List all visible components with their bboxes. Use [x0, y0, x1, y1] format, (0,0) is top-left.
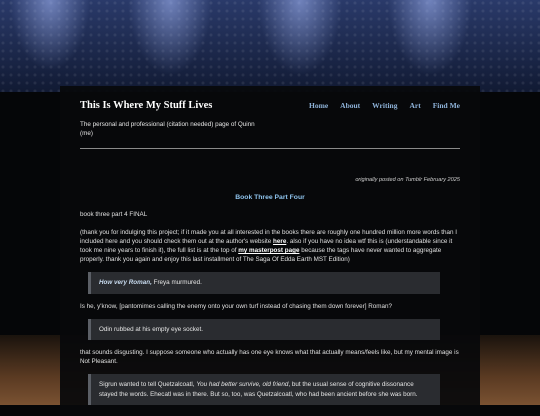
nav-writing[interactable]: Writing [372, 101, 398, 110]
text-span: because the tags have never wanted to aggregate properly. thank you again and enjoy this last installment of The Saga Of Edda Earth MST Edition) [80, 247, 442, 264]
nav-art[interactable]: Art [409, 101, 421, 110]
text-span: . also if you have no idea wtf this is (understandable since it took me nine years to finish it), the full list is at the top of [80, 237, 453, 255]
post-paragraph [80, 228, 460, 265]
quote-emphasis: How very Roman, [99, 279, 152, 287]
text-span: (thank you for indulging this project; if it made you at all interested in the books there are roughly one hundred million more words than I included here and you should check them out at the author's website [80, 228, 457, 245]
post-paragraph: that sounds disgusting. I suppose someone who actually has one eye knows what that actually means/feels like, but my mental image is Not Pleasant. [80, 349, 459, 366]
quote-emphasis: You had better survive, old friend [196, 381, 289, 389]
site-title[interactable]: This Is Where My Stuff Lives [80, 100, 213, 111]
masterpost-link[interactable]: my masterpost page [238, 247, 300, 255]
quote-text: , but the usual sense of cognitive dissonance stayed the words. Ehecatl was in there. But so, too, was Quetzalcoatl, who had been ancient before she was born. [99, 381, 418, 398]
quote-text: Freya murmured. [151, 279, 202, 287]
quote-text: Sigrun wanted to tell Quetzalcoatl, [99, 381, 197, 389]
site-tagline: The personal and professional (citation needed) page of Quinn (me) [80, 121, 255, 137]
nav-find-me[interactable]: Find Me [432, 101, 460, 110]
nav-home[interactable]: Home [308, 101, 329, 110]
author-website-link[interactable]: here [273, 237, 287, 245]
post-paragraph: book three part 4 FINAL [80, 211, 148, 219]
header-background [0, 0, 540, 92]
main-nav [309, 101, 460, 110]
nav-about[interactable]: About [340, 101, 361, 110]
blockquote [88, 374, 440, 404]
blockquote [88, 272, 440, 293]
posted-date: originally posted on Tumblr February 2025 [355, 177, 460, 183]
blockquote: Odin rubbed at his empty eye socket. [88, 319, 440, 340]
post-paragraph: Is he, y'know, [pantomimes calling the enemy onto your own turf instead of chasing them down forever] Roman? [80, 302, 393, 310]
post-content [80, 176, 460, 413]
post-title: Book Three Part Four [235, 194, 305, 202]
header-divider [80, 148, 460, 149]
